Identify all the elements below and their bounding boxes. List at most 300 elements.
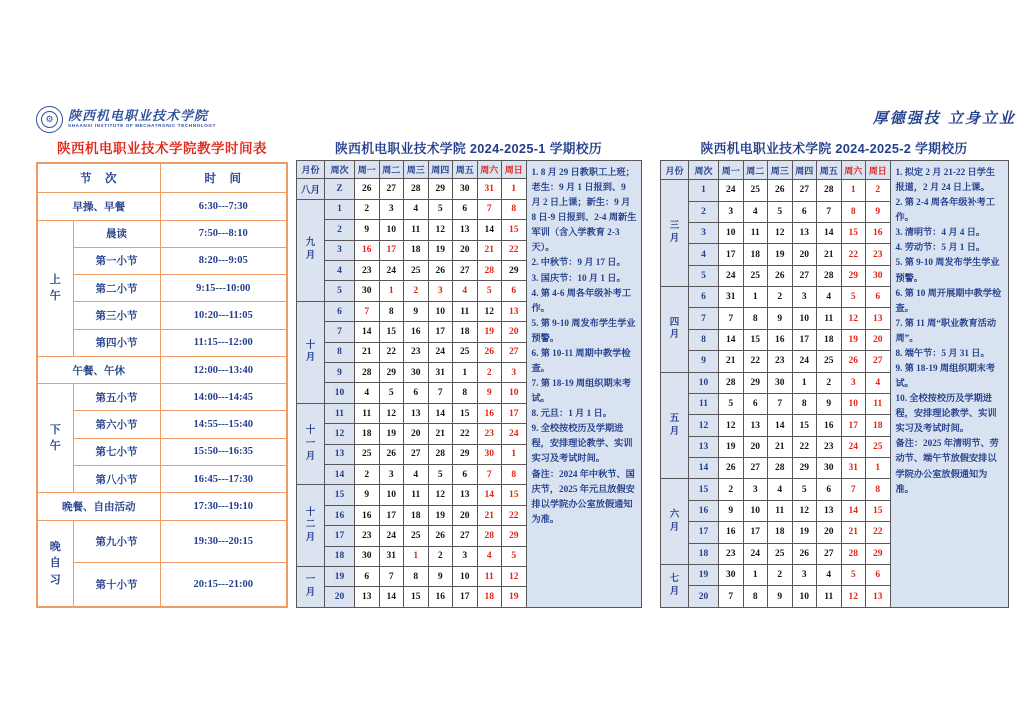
weekday-header: 周四	[792, 161, 817, 180]
day-cell: 23	[768, 351, 793, 372]
day-cell: 4	[477, 546, 502, 566]
day-cell: 18	[743, 244, 768, 265]
semester2-calendar-table	[660, 160, 1009, 608]
period-time: 8:20---9:05	[160, 247, 287, 274]
day-cell: 6	[817, 479, 842, 500]
week-number: 5	[325, 281, 355, 301]
week-number: 1	[325, 199, 355, 219]
day-cell: 19	[379, 424, 404, 444]
schedule-row	[37, 329, 287, 356]
month-label	[661, 372, 689, 479]
day-cell: 18	[404, 240, 429, 260]
day-cell: 28	[428, 444, 453, 464]
day-cell: 15	[502, 485, 527, 505]
day-cell: 12	[428, 485, 453, 505]
week-number: 12	[325, 424, 355, 444]
day-cell: 4	[743, 201, 768, 222]
vertical-label-char: 晚	[49, 540, 61, 553]
day-cell: 4	[404, 465, 429, 485]
day-cell: 13	[404, 403, 429, 423]
day-cell: 16	[768, 329, 793, 350]
note-line: 4. 劳动节：5 月 1 日。	[895, 242, 986, 253]
day-cell: 13	[866, 586, 891, 608]
day-cell: 12	[502, 567, 527, 587]
day-cell: 29	[792, 458, 817, 479]
day-cell: 14	[817, 222, 842, 243]
day-cell: 8	[792, 393, 817, 414]
day-cell: 24	[841, 436, 866, 457]
month-label	[661, 180, 689, 287]
day-cell: 3	[719, 201, 744, 222]
day-cell: 4	[453, 281, 478, 301]
day-cell: 2	[768, 564, 793, 585]
day-cell: 26	[355, 179, 380, 199]
day-cell: 22	[792, 436, 817, 457]
school-motto: 厚德强技 立身立业	[872, 109, 1016, 127]
day-cell: 18	[817, 329, 842, 350]
month-header: 月份	[297, 161, 325, 179]
week-number: 14	[325, 465, 355, 485]
schedule-row	[37, 520, 287, 563]
day-cell: 13	[453, 220, 478, 240]
day-cell: 3	[428, 281, 453, 301]
day-cell: 9	[866, 201, 891, 222]
weekday-header: 周四	[428, 161, 453, 179]
day-cell: 1	[792, 372, 817, 393]
day-cell: 16	[355, 240, 380, 260]
week-number: 5	[689, 265, 719, 286]
week-number: 7	[325, 322, 355, 342]
day-cell: 2	[817, 372, 842, 393]
day-cell: 22	[379, 342, 404, 362]
schedule-row	[37, 193, 287, 220]
day-cell: 28	[768, 458, 793, 479]
day-cell: 27	[866, 351, 891, 372]
day-cell: 11	[477, 567, 502, 587]
schedule-row	[37, 220, 287, 247]
day-cell: 23	[404, 342, 429, 362]
day-cell: 22	[502, 505, 527, 525]
day-cell: 2	[404, 281, 429, 301]
day-cell: 8	[502, 465, 527, 485]
day-cell: 26	[768, 180, 793, 201]
note-line: 8. 端午节：5 月 31 日。	[895, 347, 990, 358]
week-number: 17	[689, 522, 719, 543]
gear-icon: ⚙	[41, 111, 58, 128]
day-cell: 20	[453, 240, 478, 260]
weekday-header: 周一	[355, 161, 380, 179]
day-cell: 11	[453, 301, 478, 321]
day-cell: 18	[866, 415, 891, 436]
weekday-header: 周六	[841, 161, 866, 180]
period-label: 第二小节	[73, 275, 160, 302]
day-cell: 4	[768, 479, 793, 500]
day-cell: 25	[866, 436, 891, 457]
day-cell: 22	[866, 522, 891, 543]
week-number: 18	[325, 546, 355, 566]
week-number: 19	[689, 564, 719, 585]
week-number: 2	[689, 201, 719, 222]
school-name-en: SHAANXI INSTITUTE OF MECHATRONIC TECHNOLOGY	[68, 122, 217, 128]
note-line: 9. 全校按校历及学期进程，安排理论教学、实训实习及考试时间。	[531, 423, 633, 464]
day-cell: 5	[428, 199, 453, 219]
day-cell: 30	[355, 546, 380, 566]
week-header: 周次	[689, 161, 719, 180]
vertical-label-char: 月	[669, 585, 680, 597]
day-cell: 18	[768, 522, 793, 543]
day-cell: 10	[453, 567, 478, 587]
day-cell: 20	[866, 329, 891, 350]
note-line: 备注：2024 年中秋节、国庆节，2025 年元旦放假安排以学院办公室放假通知为准。	[531, 468, 635, 524]
day-cell: 11	[817, 586, 842, 608]
day-cell: 6	[866, 564, 891, 585]
day-cell: 28	[355, 363, 380, 383]
day-cell: 2	[355, 199, 380, 219]
week-number: 7	[689, 308, 719, 329]
day-cell: 27	[453, 260, 478, 280]
day-cell: 20	[743, 436, 768, 457]
day-cell: 25	[404, 526, 429, 546]
semester1-calendar-table	[296, 160, 642, 608]
day-cell: 27	[792, 265, 817, 286]
day-cell: 14	[841, 500, 866, 521]
day-cell: 4	[817, 564, 842, 585]
period-label: 第六小节	[73, 411, 160, 438]
day-cell: 28	[477, 260, 502, 280]
day-cell: 17	[428, 322, 453, 342]
day-cell: 22	[502, 240, 527, 260]
week-number: 2	[325, 220, 355, 240]
weekday-header: 周日	[866, 161, 891, 180]
day-cell: 27	[379, 179, 404, 199]
day-cell: 16	[404, 322, 429, 342]
day-cell: 27	[817, 543, 842, 564]
day-cell: 3	[792, 564, 817, 585]
day-cell: 8	[841, 201, 866, 222]
calendar-header-row	[297, 161, 642, 179]
day-cell: 25	[817, 351, 842, 372]
day-cell: 24	[792, 351, 817, 372]
day-cell: 29	[841, 265, 866, 286]
day-cell: 28	[719, 372, 744, 393]
note-line: 备注：2025 年清明节、劳动节、端午节放假安排以学院办公室放假通知为准。	[895, 438, 999, 494]
day-cell: 14	[477, 485, 502, 505]
day-cell: 15	[404, 587, 429, 608]
day-cell: 11	[817, 308, 842, 329]
day-cell: 2	[866, 180, 891, 201]
day-cell: 19	[428, 240, 453, 260]
day-cell: 10	[502, 383, 527, 403]
vertical-label-char: 午	[49, 290, 61, 303]
day-cell: 12	[719, 415, 744, 436]
day-cell: 25	[453, 342, 478, 362]
period-label: 第七小节	[73, 438, 160, 465]
note-line: 3. 清明节：4 月 4 日。	[895, 227, 986, 238]
day-cell: 27	[404, 444, 429, 464]
day-cell: 30	[768, 372, 793, 393]
day-cell: 15	[743, 329, 768, 350]
vertical-label-char: 自	[49, 557, 61, 569]
day-cell: 11	[404, 220, 429, 240]
vertical-label-char: 二	[305, 519, 316, 531]
day-cell: 25	[355, 444, 380, 464]
vertical-label-char: 月	[669, 425, 680, 437]
day-cell: 15	[502, 220, 527, 240]
day-cell: 5	[792, 479, 817, 500]
week-number: 4	[325, 260, 355, 280]
day-cell: 2	[355, 465, 380, 485]
day-cell: 26	[379, 444, 404, 464]
school-name-zh: 陕西机电职业技术学院	[68, 109, 209, 125]
period-label: 第八小节	[73, 465, 160, 492]
schedule-header-row	[37, 163, 287, 193]
period-time: 20:15---21:00	[160, 563, 287, 607]
week-number: 15	[689, 479, 719, 500]
period-time: 7:50---8:10	[160, 220, 287, 247]
day-cell: 20	[404, 424, 429, 444]
school-name-block	[68, 110, 216, 128]
semester2-calendar-title: 陕西机电职业技术学院 2024-2025-2 学期校历	[700, 141, 968, 156]
period-time: 16:45---17:30	[160, 465, 287, 492]
note-line: 9. 第 18-19 周组织期末考试。	[895, 363, 996, 389]
day-cell: 24	[428, 342, 453, 362]
schedule-row	[37, 247, 287, 274]
schedule-row	[37, 563, 287, 607]
day-cell: 26	[841, 351, 866, 372]
week-number: 16	[325, 505, 355, 525]
period-label: 晚餐、自由活动	[37, 493, 160, 520]
day-cell: 20	[792, 244, 817, 265]
vertical-label-char: 四	[669, 316, 680, 328]
day-cell: 19	[477, 322, 502, 342]
day-cell: 23	[355, 260, 380, 280]
week-number: 3	[689, 222, 719, 243]
day-cell: 3	[502, 363, 527, 383]
day-cell: 31	[379, 546, 404, 566]
period-label: 第九小节	[73, 520, 160, 563]
day-cell: 9	[719, 500, 744, 521]
day-cell: 20	[502, 322, 527, 342]
day-cell: 2	[428, 546, 453, 566]
vertical-label-char: 月	[669, 521, 680, 533]
day-cell: 29	[866, 543, 891, 564]
vertical-label-char: 月	[669, 329, 680, 341]
period-time: 17:30---19:10	[160, 493, 287, 520]
day-cell: 5	[719, 393, 744, 414]
period-time: 6:30---7:30	[160, 193, 287, 220]
note-line: 1. 8 月 29 日教职工上班；老生：9 月 1 日报到、9 月 2 日上课；新生：9 月 8 日-9 日报到、2-4 周新生军训（含入学教育 2-3 天）。	[531, 167, 637, 253]
day-cell: 22	[453, 424, 478, 444]
day-cell: 26	[428, 526, 453, 546]
day-cell: 27	[792, 180, 817, 201]
day-cell: 16	[866, 222, 891, 243]
day-cell: 1	[743, 287, 768, 308]
day-cell: 29	[453, 444, 478, 464]
day-cell: 29	[502, 260, 527, 280]
day-cell: 1	[866, 458, 891, 479]
day-cell: 8	[743, 586, 768, 608]
day-cell: 15	[379, 322, 404, 342]
week-number: 15	[325, 485, 355, 505]
day-cell: 31	[719, 287, 744, 308]
note-line: 6. 第 10 周开展期中教学检查。	[895, 287, 1002, 313]
day-cell: 7	[719, 586, 744, 608]
week-number: 20	[689, 586, 719, 608]
week-number: 12	[689, 415, 719, 436]
day-cell: 24	[379, 526, 404, 546]
day-cell: 5	[477, 281, 502, 301]
month-label	[661, 287, 689, 373]
day-cell: 9	[477, 383, 502, 403]
day-cell: 3	[841, 372, 866, 393]
period-label: 第三小节	[73, 302, 160, 329]
day-cell: 1	[743, 564, 768, 585]
vertical-label-char: 十	[305, 339, 316, 351]
period-time: 14:00---14:45	[160, 384, 287, 411]
day-cell: 26	[428, 260, 453, 280]
day-cell: 5	[379, 383, 404, 403]
period-label: 第四小节	[73, 329, 160, 356]
weekday-header: 周六	[477, 161, 502, 179]
day-cell: 28	[841, 543, 866, 564]
day-cell: 14	[355, 322, 380, 342]
schedule-row	[37, 356, 287, 383]
period-time: 11:15---12:00	[160, 329, 287, 356]
vertical-label-char: 十	[305, 506, 316, 518]
vertical-label-char: 十	[305, 424, 316, 436]
day-cell: 7	[477, 465, 502, 485]
day-cell: 13	[355, 587, 380, 608]
day-cell: 19	[792, 522, 817, 543]
day-cell: 30	[866, 265, 891, 286]
vertical-label-char: 一	[305, 437, 316, 449]
day-cell: 13	[866, 308, 891, 329]
day-cell: 14	[428, 403, 453, 423]
week-number: Z	[325, 179, 355, 199]
week-number: 10	[325, 383, 355, 403]
day-cell: 26	[768, 265, 793, 286]
weekday-header: 周日	[502, 161, 527, 179]
day-cell: 17	[379, 505, 404, 525]
month-header: 月份	[661, 161, 689, 180]
vertical-label-char: 月	[305, 587, 316, 599]
day-cell: 6	[453, 199, 478, 219]
day-cell: 4	[355, 383, 380, 403]
day-cell: 30	[355, 281, 380, 301]
period-group-label	[37, 520, 73, 607]
day-cell: 19	[768, 244, 793, 265]
vertical-label-char: 下	[49, 423, 61, 436]
day-cell: 30	[719, 564, 744, 585]
day-cell: 29	[502, 526, 527, 546]
day-cell: 8	[453, 383, 478, 403]
school-logo	[36, 106, 216, 133]
note-line: 7. 第 11 周“职业教育活动周”。	[895, 317, 997, 343]
week-number: 9	[325, 363, 355, 383]
day-cell: 16	[719, 522, 744, 543]
weekday-header: 周二	[379, 161, 404, 179]
day-cell: 15	[841, 222, 866, 243]
day-cell: 9	[768, 308, 793, 329]
calendar-notes	[526, 161, 641, 608]
day-cell: 17	[502, 403, 527, 423]
day-cell: 7	[768, 393, 793, 414]
day-cell: 6	[355, 567, 380, 587]
vertical-label-char: 习	[49, 573, 61, 586]
day-cell: 21	[355, 342, 380, 362]
day-cell: 7	[428, 383, 453, 403]
day-cell: 7	[355, 301, 380, 321]
day-cell: 15	[453, 403, 478, 423]
vertical-label-char: 七	[669, 573, 680, 585]
day-cell: 21	[841, 522, 866, 543]
day-cell: 15	[792, 415, 817, 436]
day-cell: 6	[743, 393, 768, 414]
day-cell: 10	[428, 301, 453, 321]
day-cell: 21	[428, 424, 453, 444]
day-cell: 9	[768, 586, 793, 608]
day-cell: 3	[792, 287, 817, 308]
day-cell: 12	[841, 586, 866, 608]
day-cell: 23	[477, 424, 502, 444]
day-cell: 24	[502, 424, 527, 444]
day-cell: 25	[768, 543, 793, 564]
day-cell: 23	[817, 436, 842, 457]
day-cell: 5	[768, 201, 793, 222]
day-cell: 4	[866, 372, 891, 393]
vertical-label-char: 月	[305, 250, 316, 262]
day-cell: 12	[379, 403, 404, 423]
day-cell: 7	[841, 479, 866, 500]
day-cell: 2	[477, 363, 502, 383]
day-cell: 8	[379, 301, 404, 321]
week-number: 6	[325, 301, 355, 321]
day-cell: 6	[502, 281, 527, 301]
day-cell: 9	[355, 485, 380, 505]
note-line: 5. 第 9-10 周发布学生学业预警。	[895, 257, 1000, 283]
schedule-header-time: 时 间	[160, 163, 287, 193]
day-cell: 31	[841, 458, 866, 479]
schedule-row	[37, 493, 287, 520]
vertical-label-char: 月	[305, 532, 316, 544]
day-cell: 16	[428, 587, 453, 608]
calendar-header-row	[661, 161, 1009, 180]
vertical-label-char: 上	[49, 273, 61, 286]
vertical-label-char: 九	[305, 237, 316, 249]
day-cell: 7	[379, 567, 404, 587]
day-cell: 9	[817, 393, 842, 414]
day-cell: 6	[453, 465, 478, 485]
day-cell: 27	[453, 526, 478, 546]
note-line: 4. 第 4-6 周各年级补考工作。	[531, 287, 632, 313]
schedule-row	[37, 384, 287, 411]
day-cell: 28	[404, 179, 429, 199]
schedule-row	[37, 302, 287, 329]
week-number: 4	[689, 244, 719, 265]
day-cell: 6	[792, 201, 817, 222]
period-label: 第十小节	[73, 563, 160, 607]
period-time: 12:00---13:40	[160, 356, 287, 383]
day-cell: 4	[404, 199, 429, 219]
day-cell: 17	[453, 587, 478, 608]
note-line: 5. 第 9-10 周发布学生学业预警。	[531, 317, 636, 343]
day-cell: 22	[743, 351, 768, 372]
week-number: 10	[689, 372, 719, 393]
period-group-label	[37, 220, 73, 356]
day-cell: 21	[768, 436, 793, 457]
period-label: 晨读	[73, 220, 160, 247]
schedule-row	[37, 465, 287, 492]
